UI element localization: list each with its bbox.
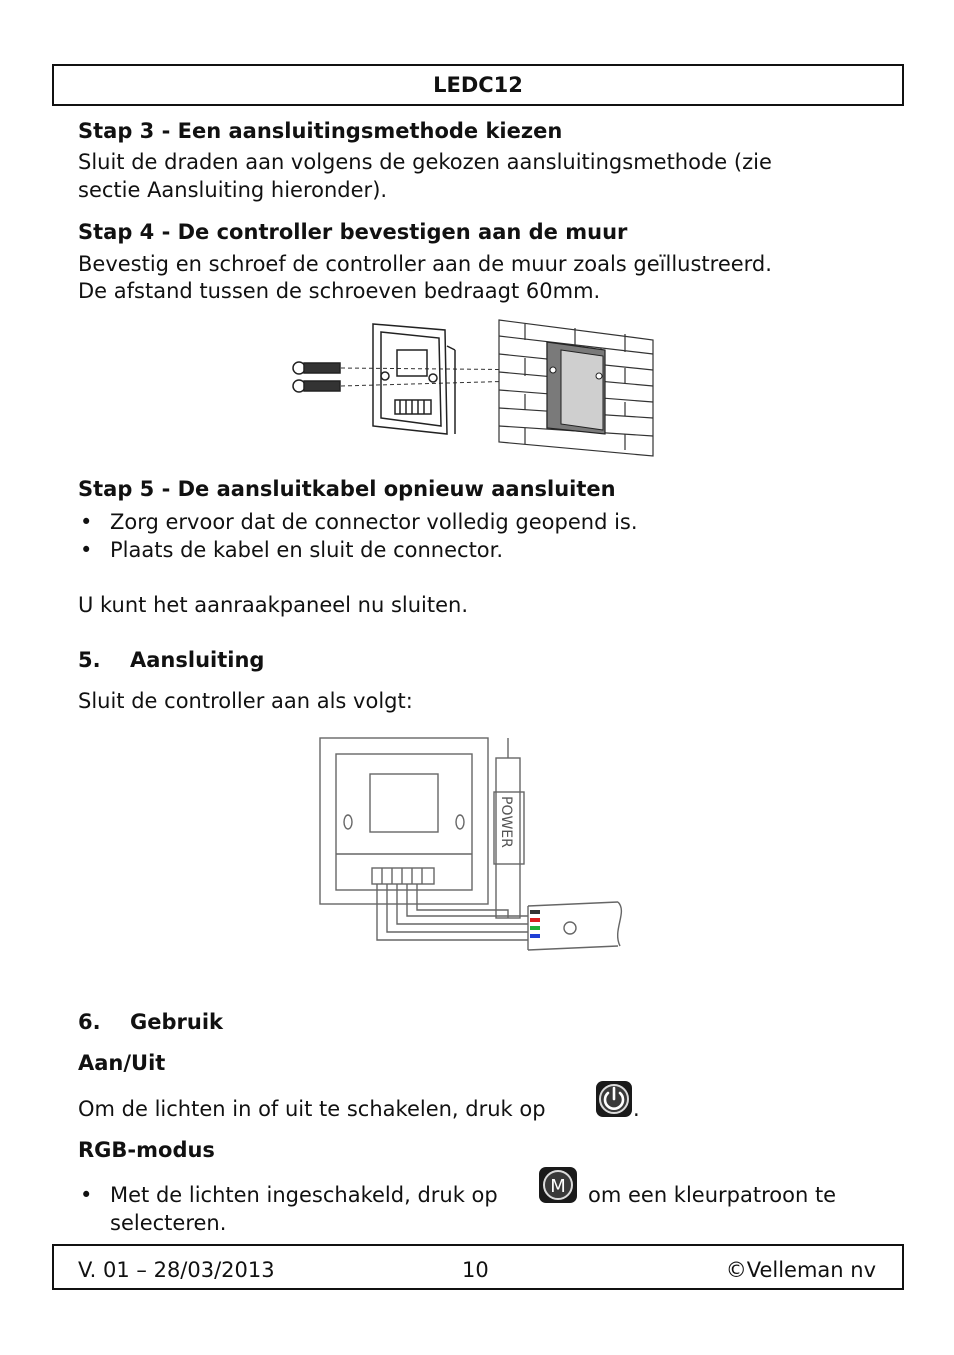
stap4-text-line1: Bevestig en schroef de controller aan de muur zoals geïllustreerd.	[78, 252, 772, 276]
stap5-closing: U kunt het aanraakpaneel nu sluiten.	[78, 593, 469, 617]
rgb-text-part1: Met de lichten ingeschakeld, druk op	[110, 1183, 498, 1207]
aanuit-heading: Aan/Uit	[78, 1051, 166, 1075]
bullet-dot: •	[80, 510, 93, 534]
bullet-dot: •	[80, 538, 93, 562]
aansluiting-text: Sluit de controller aan als volgt:	[78, 689, 413, 713]
wall-mount-illustration	[285, 316, 660, 461]
wall-recess	[547, 342, 605, 434]
stap4-text-line2: De afstand tussen de schroeven bedraagt 60mm.	[78, 279, 601, 303]
bullet-dot: •	[80, 1183, 93, 1207]
stap5-heading: Stap 5 - De aansluitkabel opnieuw aansluiten	[78, 477, 616, 501]
section-5-number: 5.	[78, 648, 101, 672]
mode-icon	[538, 1166, 578, 1204]
section-6-number: 6.	[78, 1010, 101, 1034]
stap3-heading: Stap 3 - Een aansluitingsmethode kiezen	[78, 119, 563, 143]
mode-icon-letter: M	[550, 1176, 566, 1197]
rgb-text-part3: selecteren.	[110, 1211, 227, 1235]
strip-contacts	[530, 910, 540, 938]
rgb-heading: RGB-modus	[78, 1138, 215, 1162]
controller-plate	[373, 324, 455, 434]
stap3-text-line1: Sluit de draden aan volgens de gekozen aansluitingsmethode (zie	[78, 150, 772, 174]
screw-icon	[293, 362, 340, 392]
section-5-title: Aansluiting	[130, 648, 265, 672]
document-header	[52, 64, 904, 106]
footer-copyright: ©Velleman nv	[725, 1258, 876, 1282]
stap5-bullet-1: Zorg ervoor dat de connector volledig geopend is.	[110, 510, 638, 534]
stap3-text-line2: sectie Aansluiting hieronder).	[78, 178, 388, 202]
footer-version: V. 01 – 28/03/2013	[78, 1258, 275, 1282]
connection-diagram	[316, 734, 632, 964]
footer-page-number: 10	[462, 1258, 489, 1282]
rgb-text-part2: om een kleurpatroon te	[588, 1183, 837, 1207]
document-title: LEDC12	[433, 73, 523, 97]
power-icon	[595, 1080, 633, 1118]
stap4-heading: Stap 4 - De controller bevestigen aan de muur	[78, 220, 628, 244]
aanuit-period: .	[633, 1097, 640, 1121]
stap5-bullet-2: Plaats de kabel en sluit de connector.	[110, 538, 504, 562]
power-label: POWER	[498, 796, 514, 848]
section-6-title: Gebruik	[130, 1010, 223, 1034]
aanuit-text: Om de lichten in of uit te schakelen, druk op	[78, 1097, 546, 1121]
